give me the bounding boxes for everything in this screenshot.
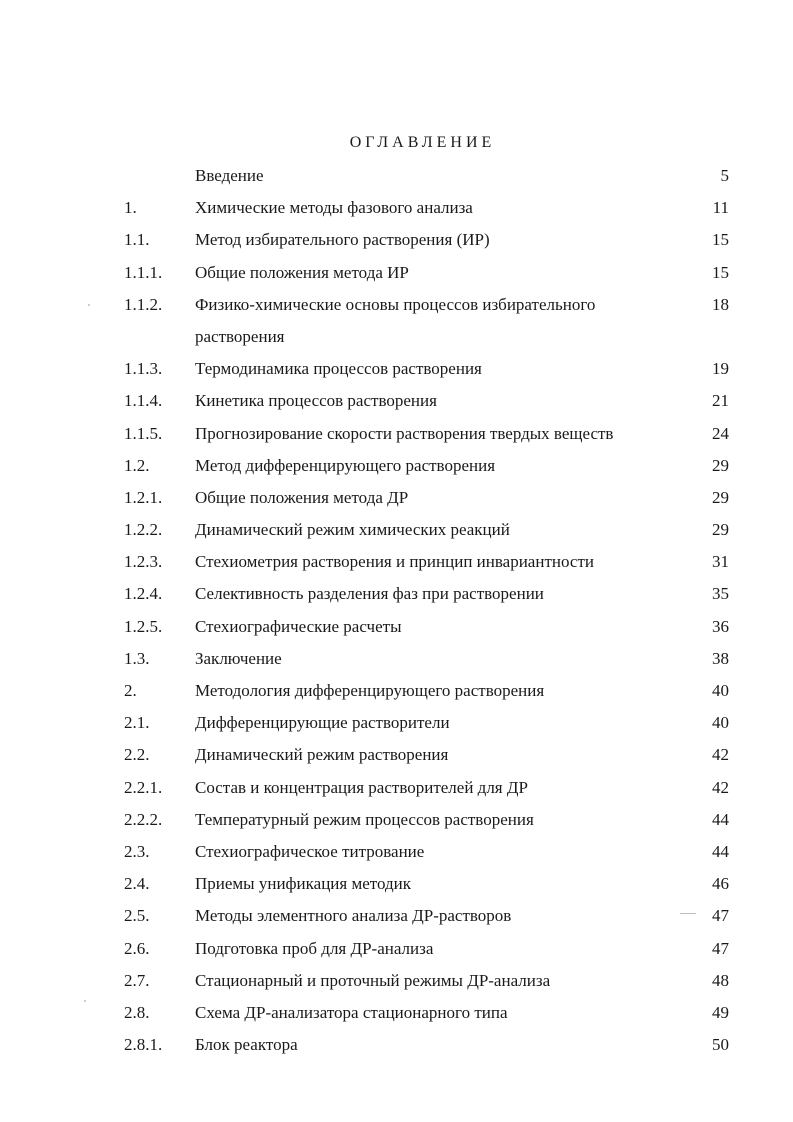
toc-entry-title: Стационарный и проточный режимы ДР-анализа (195, 970, 551, 990)
toc-entry-number: 2. (124, 681, 137, 701)
toc-entry (0, 997, 793, 1029)
toc-entry-title: Термодинамика процессов растворения (195, 359, 482, 379)
toc-entry-page: 35 (712, 584, 729, 604)
toc-entry-title: Динамический режим растворения (195, 745, 449, 765)
toc-entry-number: 2.8. (124, 1002, 150, 1022)
toc-entry-title: Общие положения метода ДР (195, 487, 409, 507)
toc-entry-number: 2.5. (124, 906, 150, 926)
toc-entry-page: 29 (712, 520, 729, 540)
toc-entry (0, 933, 793, 965)
toc-entry-page: 40 (712, 681, 729, 701)
toc-entry-number: 1.1.3. (124, 359, 163, 379)
toc-entry-number: 1.2. (124, 455, 150, 475)
toc-entry-title: Приемы унификация методик (195, 874, 411, 894)
toc-entry-number: 2.2.2. (124, 809, 163, 829)
toc-entry-title: Дифференцирующие растворители (195, 713, 450, 733)
toc-entry-number: 2.8.1. (124, 1035, 163, 1055)
toc-entry-page: 49 (712, 1002, 729, 1022)
toc-entry-number: 1.2.2. (124, 520, 163, 540)
toc-entry-page: 29 (712, 455, 729, 475)
toc-entry (0, 160, 793, 192)
toc-entry-page: 36 (712, 616, 729, 636)
toc-entry-number: 2.2.1. (124, 777, 163, 797)
toc-entry-number: 1.1.5. (124, 423, 163, 443)
toc-entry (0, 257, 793, 289)
toc-entry-title: Селективность разделения фаз при растворении (195, 584, 544, 604)
toc-entry-page: 31 (712, 552, 729, 572)
toc-entry-number: 2.4. (124, 874, 150, 894)
toc-entry-title: Прогнозирование скорости растворения твердых веществ (195, 423, 614, 443)
scan-speck (88, 304, 90, 306)
toc-entry (0, 385, 793, 417)
toc-entry-page: 29 (712, 487, 729, 507)
toc-entry-number: 1.1.4. (124, 391, 163, 411)
toc-entry-title: Физико-химические основы процессов избирательного растворения (195, 294, 596, 346)
toc-entry (0, 578, 793, 610)
toc-entry-title: Введение (195, 166, 264, 185)
toc-entry-page: 5 (720, 166, 729, 185)
toc-entry (0, 450, 793, 482)
toc-entry (0, 192, 793, 224)
toc-entry-page: 50 (712, 1035, 729, 1055)
toc-entry-number: 2.3. (124, 841, 150, 861)
toc-entry-number: 1.2.4. (124, 584, 163, 604)
toc-entry-number: 1.2.1. (124, 487, 163, 507)
toc-entry (0, 546, 793, 578)
toc-entry-title: Заключение (195, 648, 282, 668)
toc-entry-page: 19 (712, 359, 729, 379)
toc-entry-title: Стехиометрия растворения и принцип инвариантности (195, 552, 594, 572)
toc-entry-page: 40 (712, 713, 729, 733)
scan-speck (680, 913, 696, 914)
toc-entry-page: 15 (712, 262, 729, 282)
toc-entry-number: 1.3. (124, 648, 150, 668)
toc-entry-page: 46 (712, 874, 729, 894)
toc-entry-title: Стехиографическое титрование (195, 841, 425, 861)
toc-entry-title: Блок реактора (195, 1035, 298, 1055)
toc-entry-number: 2.7. (124, 970, 150, 990)
toc-entry (0, 643, 793, 675)
toc-entry-page: 48 (712, 970, 729, 990)
toc-entry-title: Метод дифференцирующего растворения (195, 455, 496, 475)
page-title: ОГЛАВЛЕНИЕ (349, 134, 496, 151)
toc-entry (0, 482, 793, 514)
toc-entry-page: 42 (712, 777, 729, 797)
toc-entry (0, 965, 793, 997)
toc-entry-number: 2.1. (124, 713, 150, 733)
toc-entry-title: Стехиографические расчеты (195, 616, 402, 636)
toc-entry-page: 47 (712, 938, 729, 958)
toc-entry (0, 611, 793, 643)
toc-entry-page: 18 (712, 294, 729, 314)
toc-entry-page: 24 (712, 423, 729, 443)
toc-entry-title: Температурный режим процессов растворения (195, 809, 534, 829)
toc-entry-title: Химические методы фазового анализа (195, 198, 473, 218)
toc-entry-title: Подготовка проб для ДР-анализа (195, 938, 434, 958)
toc-entry-page: 47 (712, 906, 729, 926)
toc-entry (0, 353, 793, 385)
toc-entry-page: 44 (712, 809, 729, 829)
toc-entry-page: 42 (712, 745, 729, 765)
toc-entry-page: 15 (712, 230, 729, 250)
toc-entry (0, 514, 793, 546)
toc-entry (0, 868, 793, 900)
toc-entry-page: 11 (712, 198, 729, 218)
toc-entry (0, 289, 793, 353)
toc-entry-page: 21 (712, 391, 729, 411)
toc-entry (0, 675, 793, 707)
scan-speck (84, 1000, 86, 1002)
toc-entry (0, 224, 793, 256)
toc-entry-page: 44 (712, 841, 729, 861)
table-of-contents (0, 160, 793, 1061)
toc-entry-title: Метод избирательного растворения (ИР) (195, 230, 490, 250)
toc-entry-number: 1.2.5. (124, 616, 163, 636)
toc-entry (0, 900, 793, 932)
toc-entry-title: Методы элементного анализа ДР-растворов (195, 906, 512, 926)
toc-entry (0, 418, 793, 450)
toc-entry-title: Кинетика процессов растворения (195, 391, 437, 411)
toc-entry-title: Методология дифференцирующего растворения (195, 681, 545, 701)
toc-entry (0, 707, 793, 739)
toc-entry-number: 2.2. (124, 745, 150, 765)
toc-entry (0, 739, 793, 771)
toc-entry-number: 1.2.3. (124, 552, 163, 572)
toc-entry (0, 772, 793, 804)
toc-entry (0, 836, 793, 868)
toc-entry-title: Общие положения метода ИР (195, 262, 409, 282)
toc-entry-number: 1. (124, 198, 137, 218)
toc-entry-title: Динамический режим химических реакций (195, 520, 510, 540)
toc-entry-title: Состав и концентрация растворителей для ДР (195, 777, 528, 797)
toc-entry-page: 38 (712, 648, 729, 668)
toc-entry-title: Схема ДР-анализатора стационарного типа (195, 1002, 508, 1022)
toc-entry-number: 1.1.1. (124, 262, 163, 282)
toc-entry-number: 2.6. (124, 938, 150, 958)
toc-entry (0, 804, 793, 836)
toc-entry-number: 1.1. (124, 230, 150, 250)
toc-entry (0, 1029, 793, 1061)
toc-entry-number: 1.1.2. (124, 294, 163, 314)
